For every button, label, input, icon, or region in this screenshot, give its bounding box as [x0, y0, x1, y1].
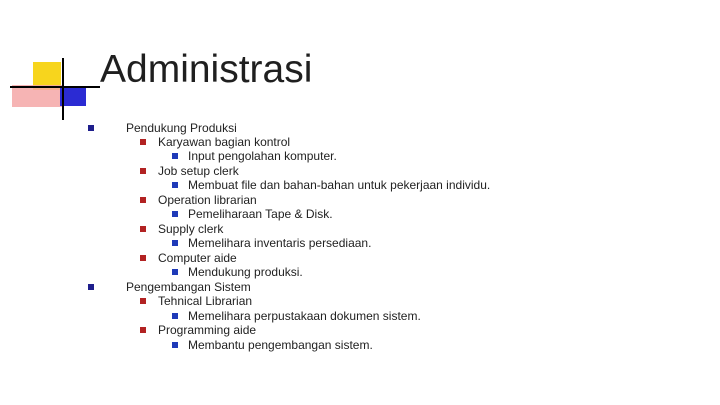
item-description: Pemeliharaan Tape & Disk.: [188, 207, 333, 221]
list-item-level2: [158, 135, 290, 149]
section-label: Pendukung Produksi: [126, 121, 237, 135]
square-bullet-icon: [172, 211, 178, 217]
section-label: Pengembangan Sistem: [126, 280, 251, 294]
square-bullet-icon: [140, 255, 146, 261]
list-item-level3: [188, 207, 333, 221]
square-bullet-icon: [140, 327, 146, 333]
square-bullet-icon: [140, 197, 146, 203]
square-bullet-icon: [140, 298, 146, 304]
list-item-level2: [158, 222, 223, 236]
square-bullet-icon: [88, 284, 94, 290]
list-item-level2: [158, 294, 252, 308]
item-label: Supply clerk: [158, 222, 224, 236]
square-bullet-icon: [140, 168, 146, 174]
item-description: Memelihara inventaris persediaan.: [188, 236, 372, 250]
list-item-level2: [158, 323, 256, 337]
list-item-level1: [126, 121, 237, 135]
list-item-level2: [158, 251, 237, 265]
square-bullet-icon: [172, 153, 178, 159]
square-bullet-icon: [88, 125, 94, 131]
item-label: Programming aide: [158, 323, 257, 337]
item-label: Tehnical Librarian: [158, 294, 253, 308]
list-item-level3: [188, 236, 371, 250]
item-description: Membuat file dan bahan-bahan untuk pekerjaan individu.: [188, 178, 491, 192]
item-label: Karyawan bagian kontrol: [158, 135, 291, 149]
logo-pink-square: [12, 85, 62, 107]
list-item-level2: [158, 164, 239, 178]
item-label: Operation librarian: [158, 193, 257, 207]
logo-horizontal-line: [10, 86, 100, 88]
list-item-level2: [158, 193, 257, 207]
square-bullet-icon: [172, 269, 178, 275]
square-bullet-icon: [140, 226, 146, 232]
list-item-level3: [188, 149, 337, 163]
slide-title: Administrasi: [100, 48, 313, 91]
item-description: Membantu pengembangan sistem.: [188, 338, 373, 352]
item-description: Input pengolahan komputer.: [188, 149, 337, 163]
square-bullet-icon: [172, 240, 178, 246]
square-bullet-icon: [172, 313, 178, 319]
square-bullet-icon: [172, 342, 178, 348]
item-label: Job setup clerk: [158, 164, 239, 178]
item-label: Computer aide: [158, 251, 237, 265]
square-bullet-icon: [172, 182, 178, 188]
item-description: Memelihara perpustakaan dokumen sistem.: [188, 309, 421, 323]
logo-vertical-line: [62, 58, 64, 120]
list-item-level3: [188, 178, 490, 192]
list-item-level3: [188, 265, 303, 279]
list-item-level3: [188, 309, 421, 323]
list-item-level3: [188, 338, 373, 352]
square-bullet-icon: [140, 139, 146, 145]
list-item-level1: [126, 280, 251, 294]
item-description: Mendukung produksi.: [188, 265, 303, 279]
